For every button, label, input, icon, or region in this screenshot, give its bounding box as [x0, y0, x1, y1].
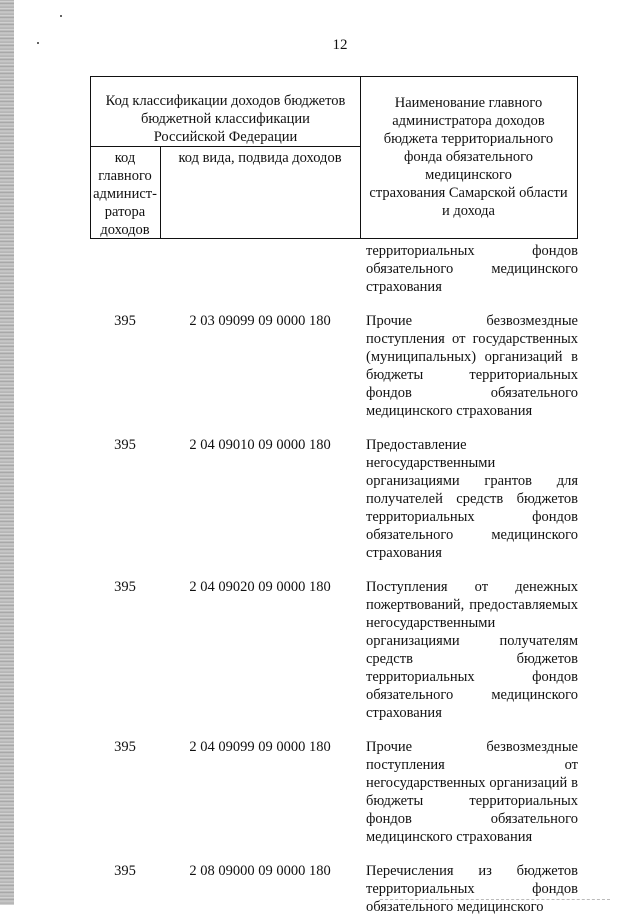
- revenue-name: Поступления от денежных пожертвований, предоставляемых негосударственными организациями получателям средств бюджетов территориальных фондов обязательного медицинского страхования: [366, 579, 578, 721]
- header-line: администратора доходов: [392, 113, 545, 129]
- page-number: 12: [332, 37, 348, 53]
- table-top-border: [90, 76, 578, 77]
- table-row: [0, 862, 640, 916]
- revenue-name: Перечисления из бюджетов территориальных фондов обязательного медицинского: [366, 863, 578, 915]
- admin-code: 395: [114, 863, 136, 879]
- group-divider: [90, 146, 360, 147]
- scan-speck: [60, 15, 62, 17]
- header-line: админист-: [93, 186, 157, 202]
- row-gap: [0, 420, 640, 436]
- header-line: ратора: [104, 204, 146, 220]
- table-right-border: [577, 76, 578, 239]
- table-row: [0, 436, 640, 562]
- header-line: доходов: [100, 222, 150, 238]
- header-line: бюджетной классификации: [141, 111, 310, 127]
- admin-code: 395: [114, 313, 136, 329]
- table-row: [0, 578, 640, 722]
- row-gap: [0, 562, 640, 578]
- header-name-column: [360, 94, 577, 220]
- header-line: бюджета территориального: [383, 131, 554, 147]
- header-line: и дохода: [442, 203, 495, 219]
- admin-code: 395: [114, 437, 136, 453]
- header-line: Российской Федерации: [153, 129, 298, 145]
- revenue-name: Прочие безвозмездные поступления от государственных (муниципальных) организаций в бюджеты территориальных фондов обязательного медицинского страхования: [366, 313, 578, 419]
- row-gap: [0, 846, 640, 862]
- table-row: [0, 312, 640, 420]
- header-line: код: [114, 150, 136, 166]
- header-line: страхования Самарской области: [369, 185, 568, 201]
- revenue-code: 2 03 09099 09 0000 180: [189, 313, 331, 329]
- header-bottom-border: [90, 238, 578, 239]
- revenue-name: территориальных фондов обязательного медицинского страхования: [366, 243, 578, 295]
- table-row: [0, 242, 640, 296]
- table-body: [0, 242, 640, 916]
- page-bottom-edge: [380, 899, 610, 901]
- header-line: медицинского: [425, 167, 512, 183]
- header-line: Код классификации доходов бюджетов: [105, 93, 346, 109]
- revenue-code: 2 04 09020 09 0000 180: [189, 579, 331, 595]
- admin-code: 395: [114, 739, 136, 755]
- table-row: [0, 738, 640, 846]
- header-line: фонда обязательного: [403, 149, 534, 165]
- revenue-code: 2 04 09010 09 0000 180: [189, 437, 331, 453]
- row-gap: [0, 722, 640, 738]
- header-line: главного: [98, 168, 152, 184]
- revenue-code: 2 04 09099 09 0000 180: [189, 739, 331, 755]
- header-line: Наименование главного: [394, 95, 543, 111]
- revenue-name: Предоставление негосударственными организациями грантов для получателей средств бюджетов территориальных фондов обязательного медицинского страхования: [366, 437, 578, 561]
- revenue-name: Прочие безвозмездные поступления от негосударственных организаций в бюджеты территориальных фондов обязательного медицинского страхования: [366, 739, 578, 845]
- revenue-code: 2 08 09000 09 0000 180: [189, 863, 331, 879]
- header-admin-code: [91, 149, 159, 239]
- row-gap: [0, 296, 640, 312]
- admin-code: 395: [114, 579, 136, 595]
- header-revenue-code: код вида, подвида доходов: [178, 150, 342, 166]
- header-group-title: [91, 92, 360, 146]
